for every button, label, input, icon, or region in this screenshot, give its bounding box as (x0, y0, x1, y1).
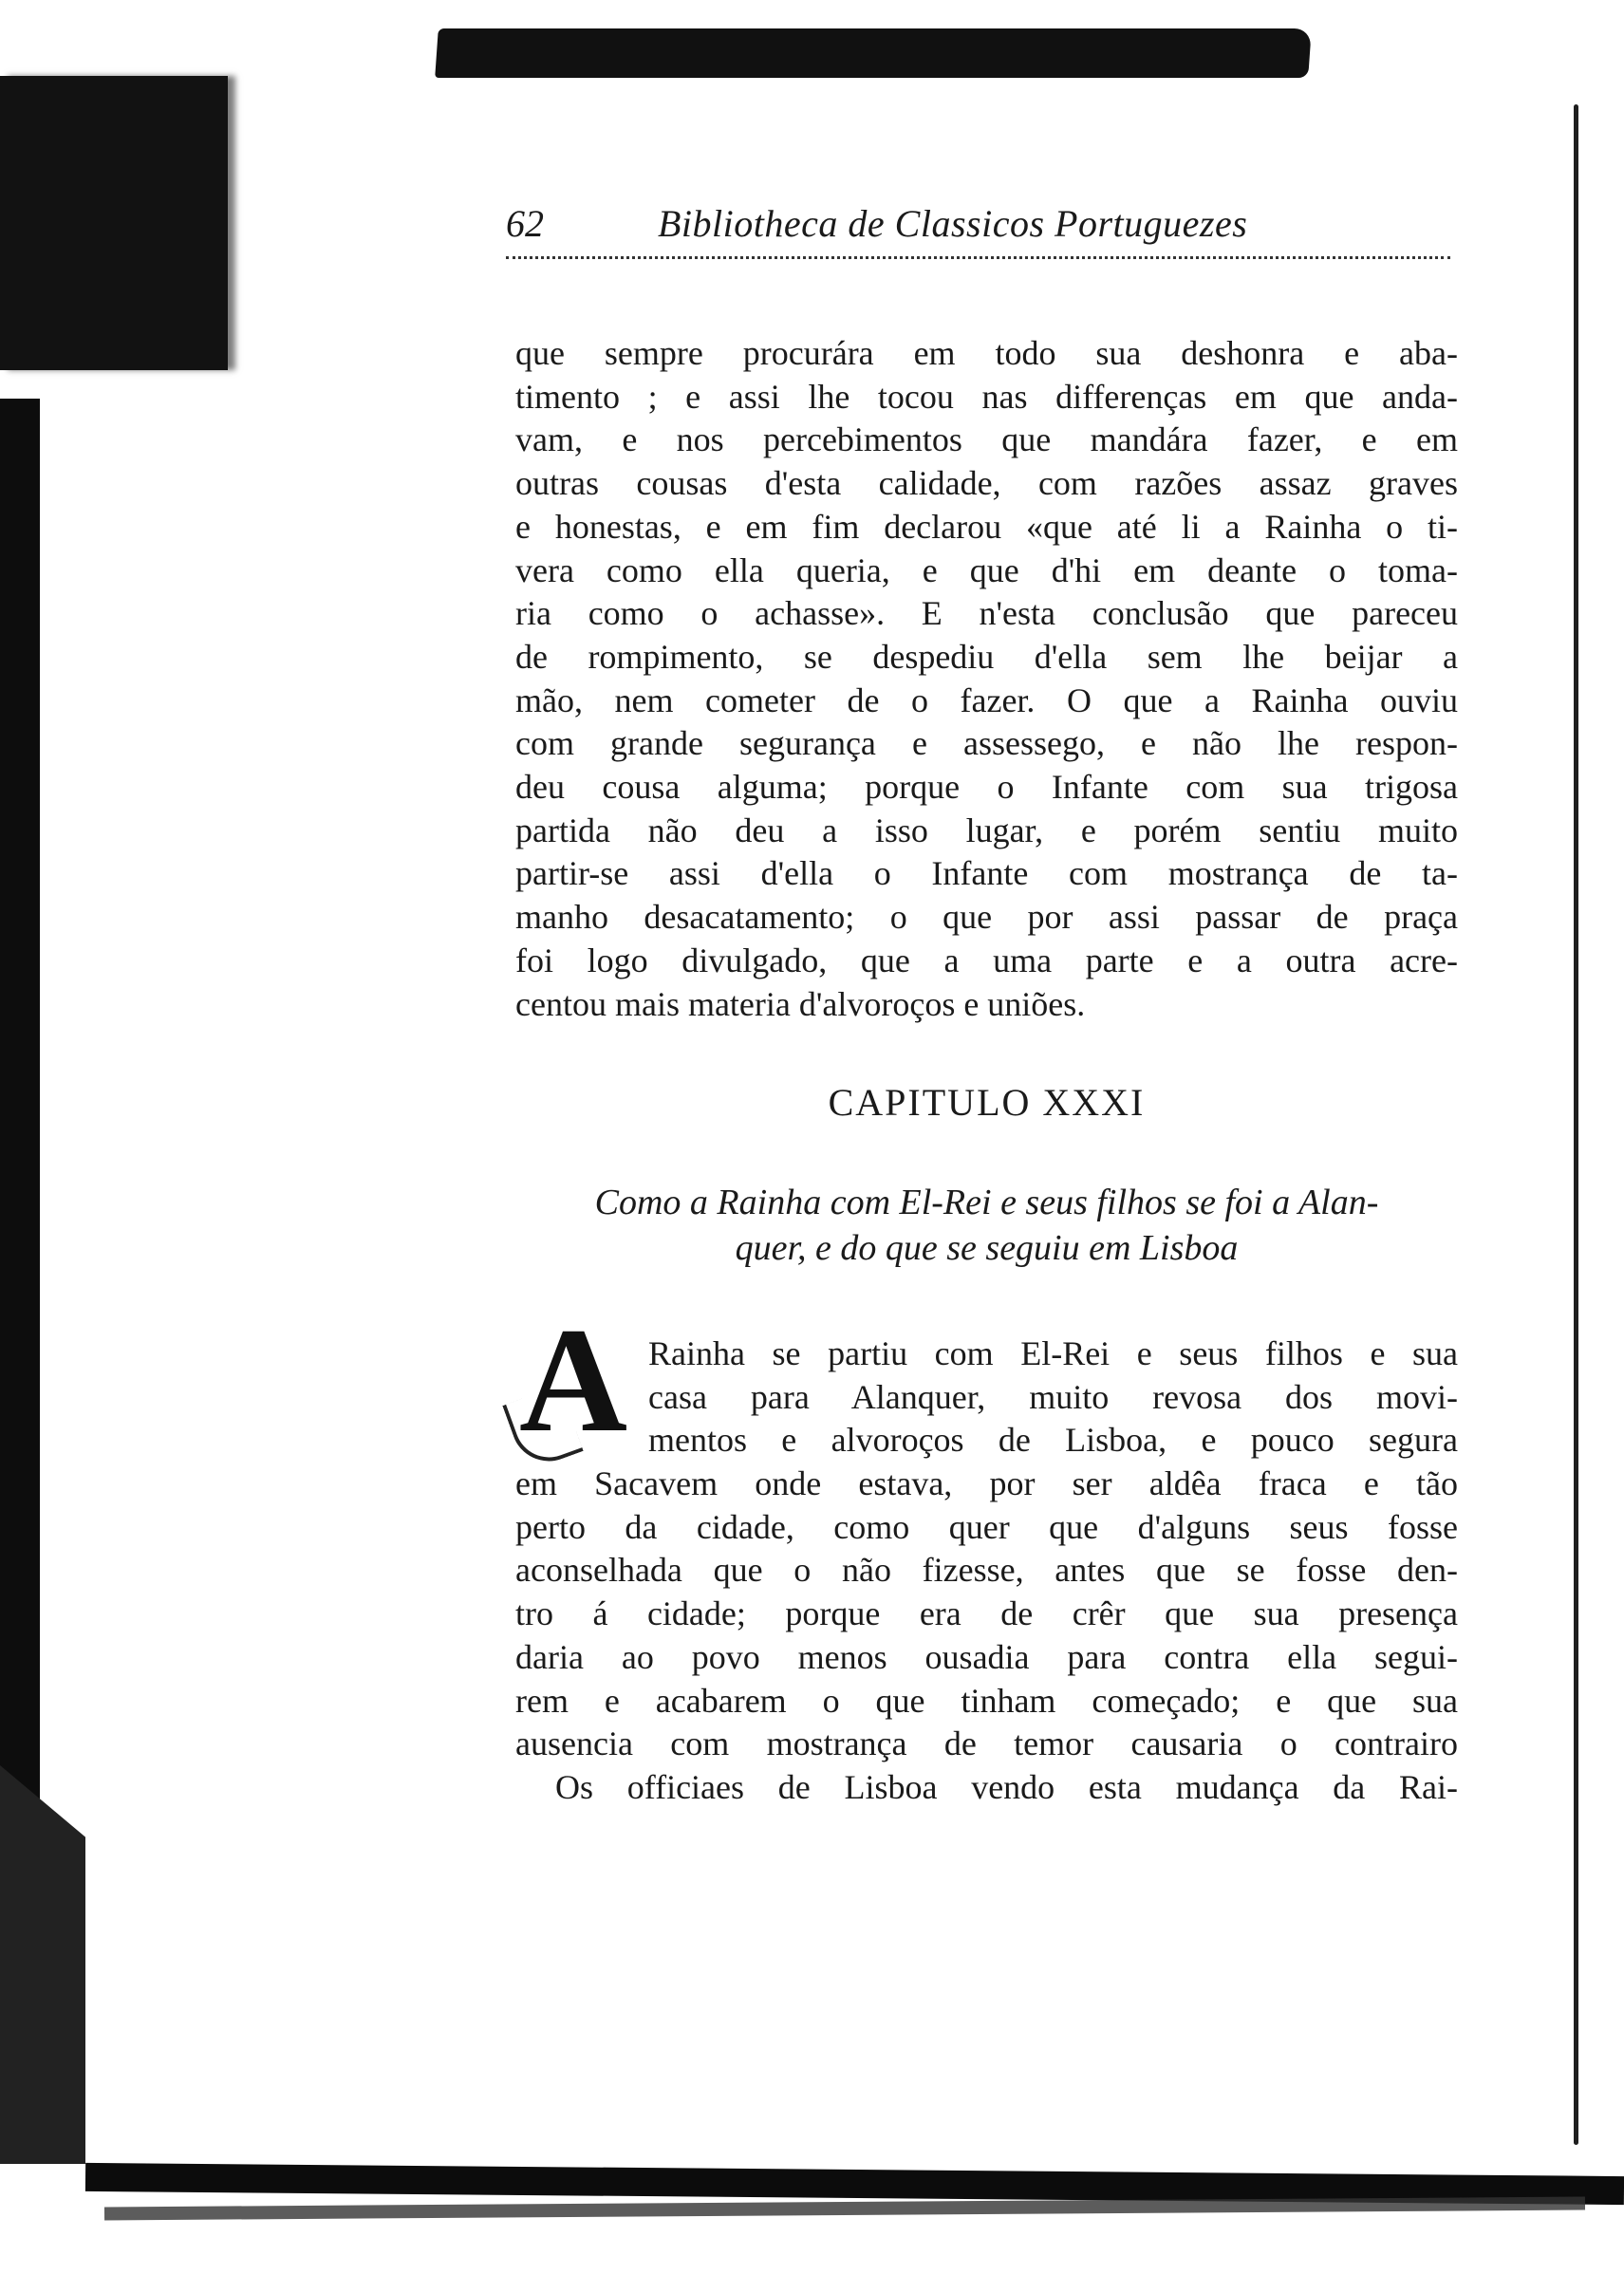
text-line: ria como o achasse». E n'esta conclusão que pareceu (515, 594, 1458, 633)
text-line: vam, e nos percebimentos que mandára fazer, e em (515, 420, 1458, 459)
text-line: centou mais materia d'alvoroços e uniões. (515, 984, 1086, 1023)
text-line: Os officiaes de Lisboa vendo esta mudança da Rai- (555, 1768, 1458, 1806)
scan-shadow-left-wedge (0, 1765, 85, 2164)
scan-shadow-left-block (0, 76, 228, 370)
text-line: foi logo divulgado, que a uma parte e a outra acre- (515, 941, 1458, 979)
text-line: partida não deu a isso lugar, e porém sentiu muito (515, 811, 1458, 849)
page-number: 62 (506, 202, 544, 245)
paragraph-indented-lines (648, 1333, 1458, 1463)
text-line: perto da cidade, como quer que d'alguns seus fosse (515, 1507, 1458, 1546)
text-line: de rompimento, se despediu d'ella sem lhe beijar a (515, 637, 1458, 676)
text-line: vera como ella queria, e que d'hi em deante o toma- (515, 550, 1458, 589)
scan-shadow-top (435, 28, 1312, 78)
text-line: Rainha se partiu com El-Rei e seus filhos e sua (648, 1334, 1458, 1372)
text-line: em Sacavem onde estava, por ser aldêa fraca e tão (515, 1464, 1458, 1502)
header-ornamental-rule (506, 252, 1450, 259)
scan-shadow-right-edge (1574, 104, 1578, 2145)
text-line: outras cousas d'esta calidade, com razões assaz graves (515, 464, 1458, 503)
text-line: que sempre procurára em todo sua deshonra e aba- (515, 334, 1458, 372)
scan-shadow-bottom-edge (104, 2197, 1585, 2221)
chapter-subtitle (515, 1180, 1458, 1271)
paragraph-next (555, 1766, 1458, 1810)
text-line: aconselhada que o não fizesse, antes que se fosse den- (515, 1551, 1458, 1590)
text-line: timento ; e assi lhe tocou nas differenças em que anda- (515, 377, 1458, 416)
text-line: daria ao povo menos ousadia para contra ella segui- (515, 1637, 1458, 1676)
text-line: deu cousa alguma; porque o Infante com sua trigosa (515, 768, 1458, 807)
drop-cap-initial: A (518, 1297, 628, 1463)
text-line: com grande segurança e assessego, e não lhe respon- (515, 724, 1458, 763)
subtitle-line: Como a Rainha com El-Rei e seus filhos se foi a Alan- (594, 1183, 1379, 1222)
text-line: e honestas, e em fim declarou «que até li a Rainha o ti- (515, 507, 1458, 546)
text-line: manho desacatamento; o que por assi passar de praça (515, 898, 1458, 937)
text-line: casa para Alanquer, muito revosa dos movi- (648, 1377, 1458, 1416)
chapter-heading: CAPITULO XXXI (828, 1081, 1146, 1124)
text-line: rem e acabarem o que tinham começado; e que sua (515, 1681, 1458, 1720)
paragraph-continuation (515, 332, 1458, 1026)
text-line: partir-se assi d'ella o Infante com mostrança de ta- (515, 854, 1458, 893)
text-line: mão, nem cometer de o fazer. O que a Rainha ouviu (515, 680, 1458, 719)
text-line: ausencia com mostrança de temor causaria o contrairo (515, 1724, 1458, 1763)
running-title: Bibliotheca de Classicos Portuguezes (658, 202, 1248, 245)
paragraph-body (515, 1463, 1458, 1766)
text-line: tro á cidade; porque era de crêr que sua presença (515, 1594, 1458, 1633)
text-line: mentos e alvoroços de Lisboa, e pouco segura (648, 1421, 1458, 1460)
subtitle-line: quer, e do que se seguiu em Lisboa (735, 1228, 1239, 1268)
running-header (506, 201, 1450, 258)
